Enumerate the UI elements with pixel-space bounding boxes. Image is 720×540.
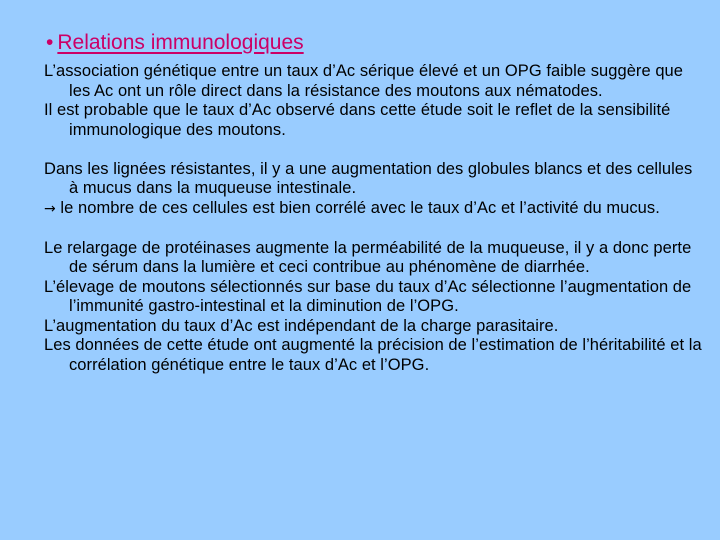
paragraph-donnees: Les données de cette étude ont augmenté la précision de l’estimation de l’héritabilité et la corrélation génétique entre le taux d’Ac et l’OPG. xyxy=(44,336,702,374)
title-bullet: • xyxy=(46,31,54,54)
paragraph-elevage: L’élevage de moutons sélectionnés sur base du taux d’Ac sélectionne l’augmentation de l’immunité gastro-intestinal et la diminution de l’OPG. xyxy=(44,277,692,315)
paragraph-lignees: Dans les lignées résistantes, il y a une augmentation des globules blancs et des cellules à mucus dans la muqueuse intestinale. xyxy=(44,159,693,197)
paragraph-correlation-text: le nombre de ces cellules est bien corrélé avec le taux d’Ac et l’activité du mucus. xyxy=(60,198,660,217)
paragraph-correlation xyxy=(44,199,704,220)
paragraph-augmentation: L’augmentation du taux d’Ac est indépendant de la charge parasitaire. xyxy=(44,316,559,335)
slide-title xyxy=(46,30,304,56)
arrow-right-icon: → xyxy=(44,200,56,217)
paragraph-relargage: Le relargage de protéinases augmente la perméabilité de la muqueuse, il y a donc perte de sérum dans la lumière et ceci contribue au phénomène de diarrhée. xyxy=(44,238,692,276)
spacer xyxy=(44,140,704,160)
spacer xyxy=(44,219,704,239)
paragraph-association: L’association génétique entre un taux d’Ac sérique élevé et un OPG faible suggère que les Ac ont un rôle direct dans la résistance des moutons aux nématodes. xyxy=(44,62,684,100)
slide-body xyxy=(44,62,704,375)
paragraph-sensibilite: Il est probable que le taux d’Ac observé dans cette étude soit le reflet de la sensibilité immunologique des moutons. xyxy=(44,101,671,139)
title-text: Relations immunologiques xyxy=(57,31,304,54)
